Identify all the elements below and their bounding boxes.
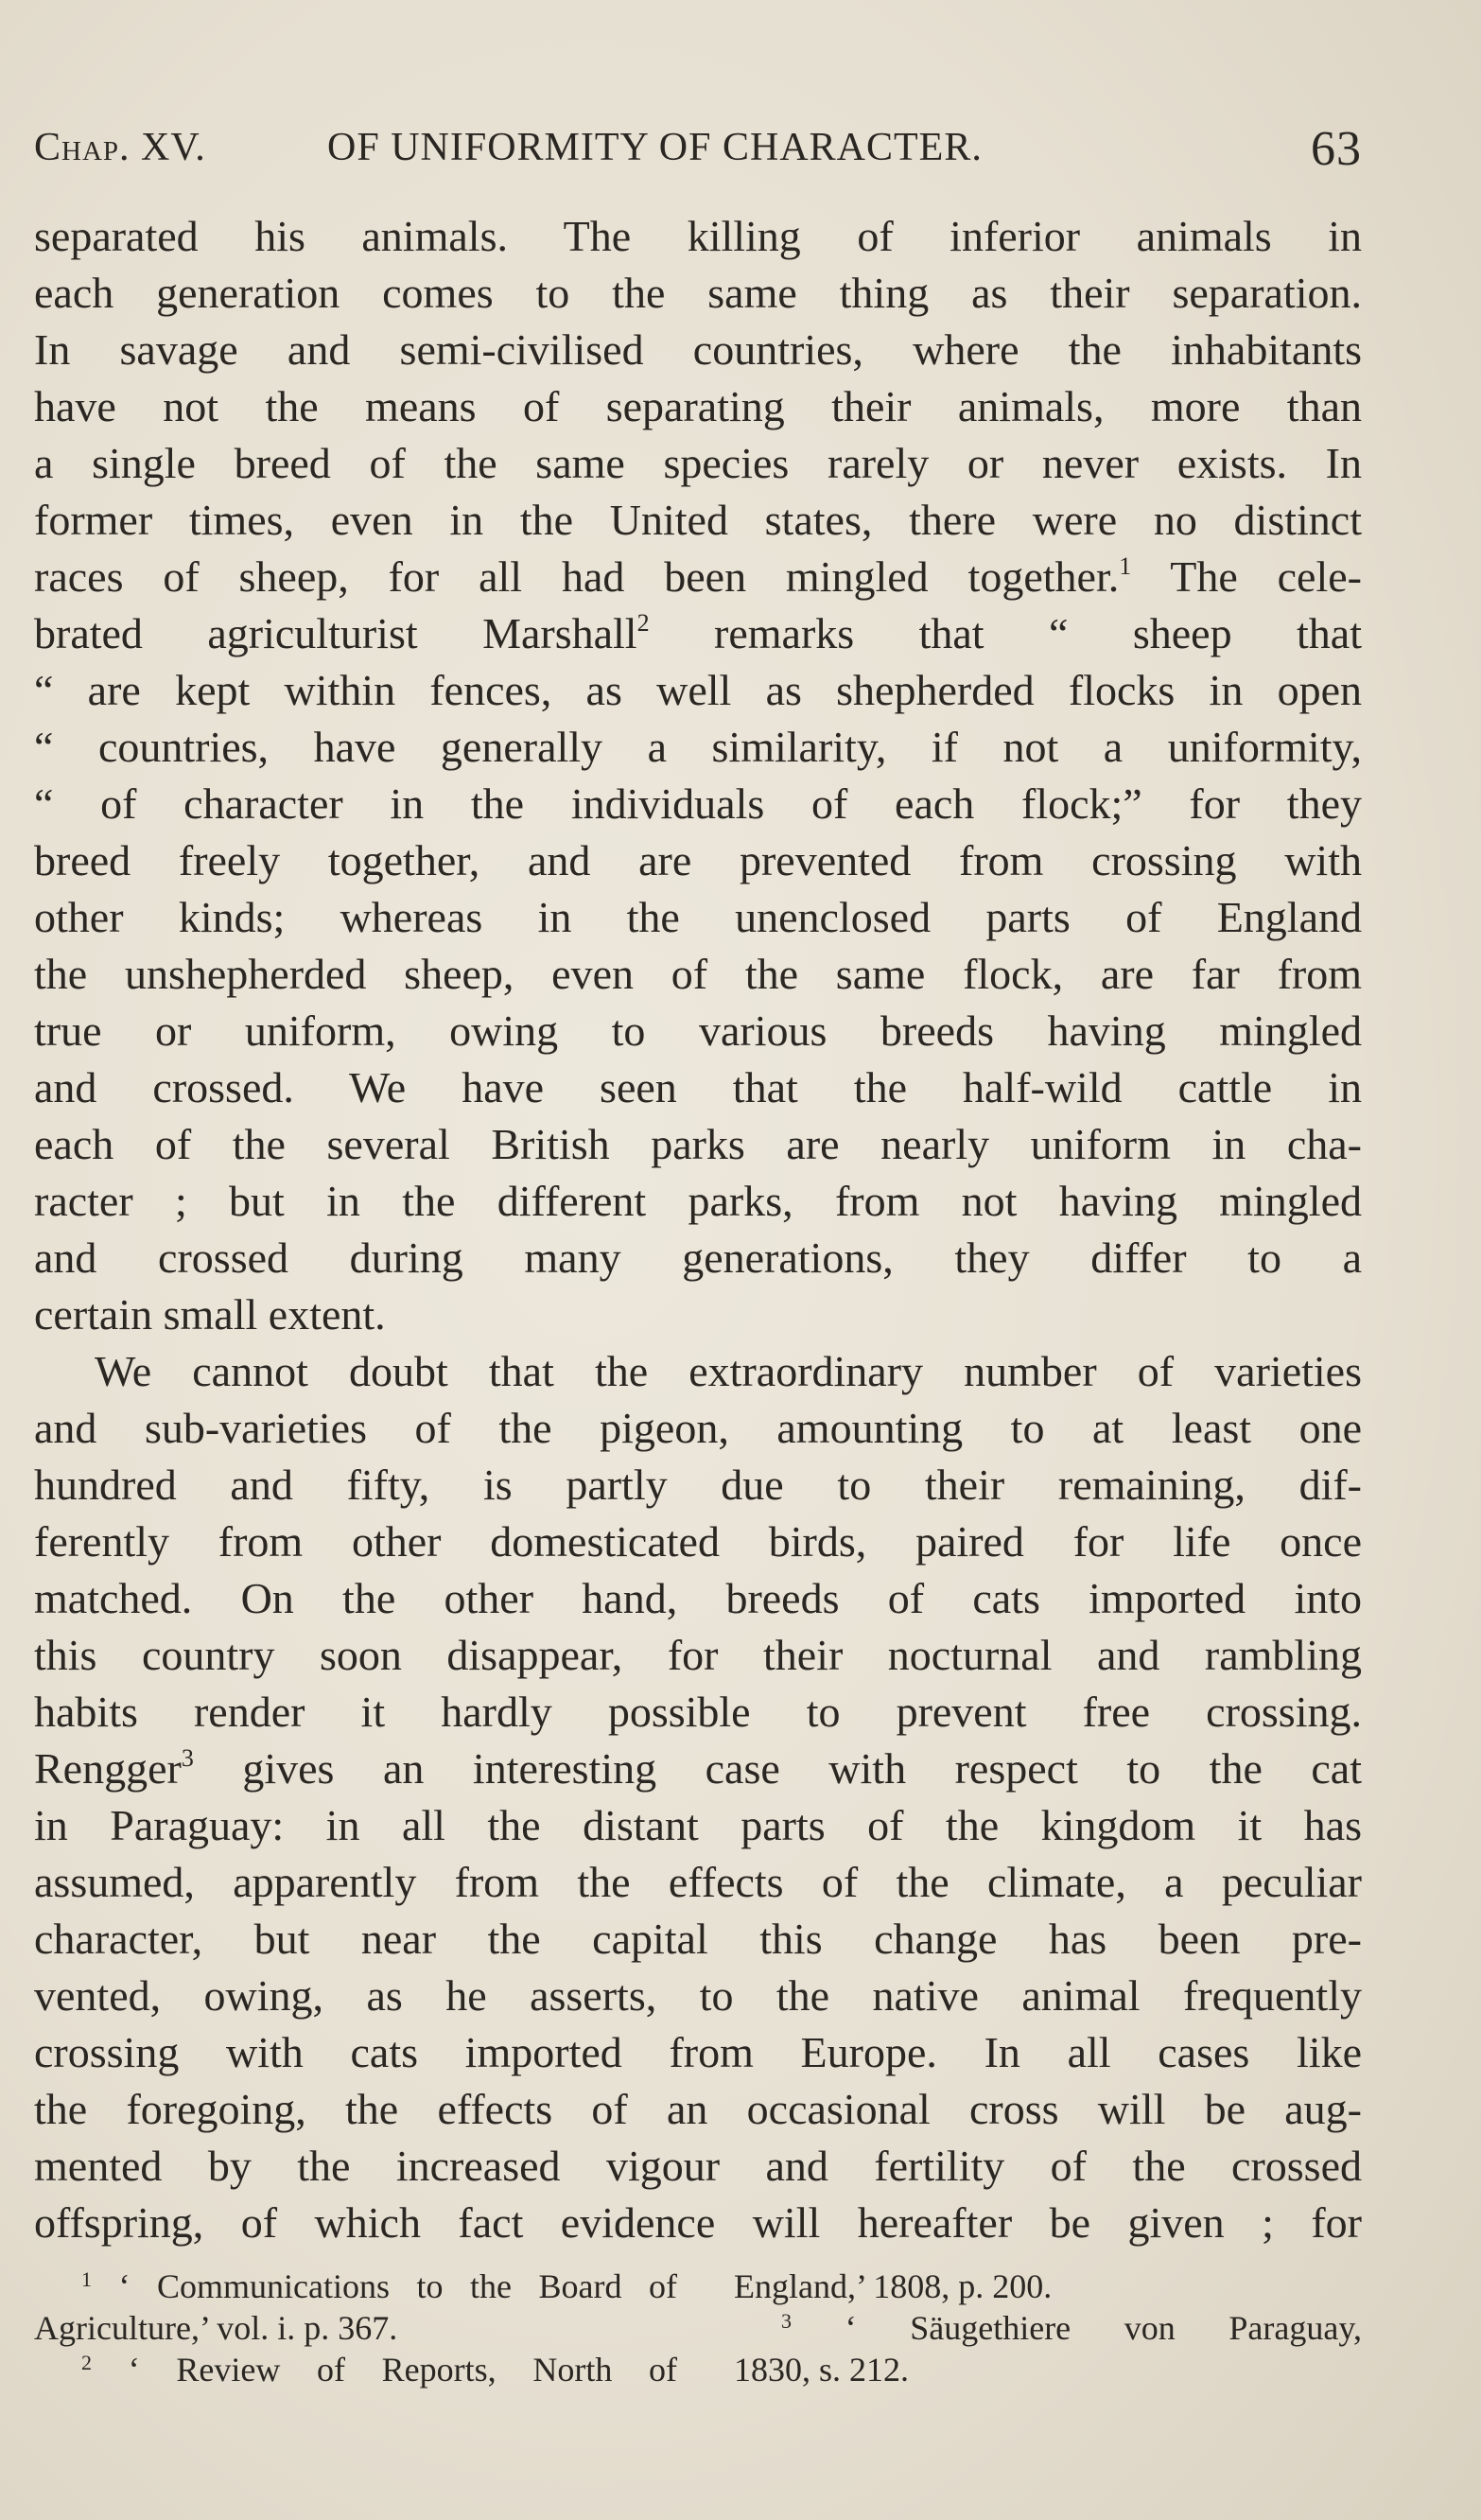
text-line: in Paraguay: in all the distant parts of the kingdom it has [34, 1801, 1362, 1849]
footnote-column-left [34, 2266, 677, 2390]
text-line: each of the several British parks are nearly uniform in cha- [34, 1120, 1362, 1168]
chapter-label: Chap. XV. [34, 126, 206, 169]
footnote-text: ‘ Review of Reports, North of [128, 2351, 677, 2389]
text-line: former times, even in the United states, there were no distinct [34, 496, 1362, 544]
text-line: mented by the increased vigour and fertility of the crossed [34, 2142, 1362, 2190]
text-line: “ of character in the individuals of each flock;” for they [34, 779, 1362, 828]
text-line: and sub-varieties of the pigeon, amounting to at least one [34, 1404, 1362, 1452]
text-fragment: gives an interesting case with respect to the cat [193, 1744, 1362, 1793]
page-number: 63 [1311, 122, 1362, 176]
text-line: true or uniform, owing to various breeds having mingled [34, 1006, 1362, 1055]
text-line: this country soon disappear, for their nocturnal and rambling [34, 1631, 1362, 1679]
text-line: the unshepherded sheep, even of the same flock, are far from [34, 950, 1362, 998]
text-line: assumed, apparently from the effects of the climate, a peculiar [34, 1858, 1362, 1906]
footnote-text: ‘ Communications to the Board of [118, 2267, 677, 2305]
footnote-line [734, 2307, 1362, 2349]
chapter-title: OF UNIFORMITY OF CHARACTER. [327, 126, 983, 169]
text-line: certain small extent. [34, 1290, 386, 1339]
running-head [34, 121, 1362, 174]
text-fragment: Rengger [34, 1744, 182, 1793]
text-line [34, 605, 1362, 662]
footnote-line: Agriculture,’ vol. i. p. 367. [34, 2309, 398, 2347]
text-fragment: remarks that “ sheep that [649, 609, 1362, 657]
text-line: character, but near the capital this change has been pre- [34, 1915, 1362, 1963]
text-line [34, 549, 1362, 605]
text-fragment: races of sheep, for all had been mingled together. [34, 552, 1120, 601]
text-line: breed freely together, and are prevented from crossing with [34, 836, 1362, 884]
footnote-ref: 1 [1119, 552, 1132, 580]
text-fragment: brated agriculturist Marshall [34, 609, 637, 657]
footnote-line: 1830, s. 212. [734, 2351, 910, 2389]
text-line: We cannot doubt that the extraordinary number of varieties [95, 1347, 1362, 1395]
text-line: a single breed of the same species rarely or never exists. In [34, 439, 1362, 487]
text-line: have not the means of separating their animals, more than [34, 382, 1362, 430]
footnote-mark: 3 [781, 2309, 792, 2333]
text-line: In savage and semi-civilised countries, where the inhabitants [34, 325, 1362, 374]
footnote-mark: 2 [81, 2351, 92, 2374]
text-line: offspring, of which fact evidence will hereafter be given ; for [34, 2198, 1362, 2247]
text-fragment: The cele- [1131, 552, 1362, 601]
text-line: the foregoing, the effects of an occasional cross will be aug- [34, 2085, 1362, 2133]
footnote-ref: 3 [181, 1744, 194, 1772]
text-line: hundred and fifty, is partly due to their remaining, dif- [34, 1461, 1362, 1509]
text-line: “ are kept within fences, as well as shepherded flocks in open [34, 666, 1362, 714]
text-line: habits render it hardly possible to prevent free crossing. [34, 1688, 1362, 1736]
text-line: other kinds; whereas in the unenclosed parts of England [34, 893, 1362, 941]
text-line: and crossed. We have seen that the half-wild cattle in [34, 1063, 1362, 1111]
footnote-mark: 1 [81, 2267, 92, 2291]
footnote-column-right [734, 2266, 1362, 2390]
text-line: crossing with cats imported from Europe. In all cases like [34, 2028, 1362, 2076]
text-line: separated his animals. The killing of inferior animals in [34, 212, 1362, 260]
text-line [34, 1741, 1362, 1797]
footnote-text: ‘ Säugethiere von Paraguay, [845, 2309, 1362, 2347]
text-line: ferently from other domesticated birds, paired for life once [34, 1517, 1362, 1566]
text-line: racter ; but in the different parks, from not having mingled [34, 1177, 1362, 1225]
text-line: “ countries, have generally a similarity, if not a uniformity, [34, 723, 1362, 771]
text-line: each generation comes to the same thing as their separation. [34, 269, 1362, 317]
footnote-line [34, 2266, 677, 2307]
text-line: and crossed during many generations, they differ to a [34, 1234, 1362, 1282]
text-line: vented, owing, as he asserts, to the native animal frequently [34, 1971, 1362, 2020]
text-line: matched. On the other hand, breeds of cats imported into [34, 1574, 1362, 1622]
footnote-ref: 2 [636, 609, 650, 637]
footnote-line [34, 2349, 677, 2390]
body-text [34, 208, 1362, 2251]
footnote-line: England,’ 1808, p. 200. [734, 2267, 1053, 2305]
